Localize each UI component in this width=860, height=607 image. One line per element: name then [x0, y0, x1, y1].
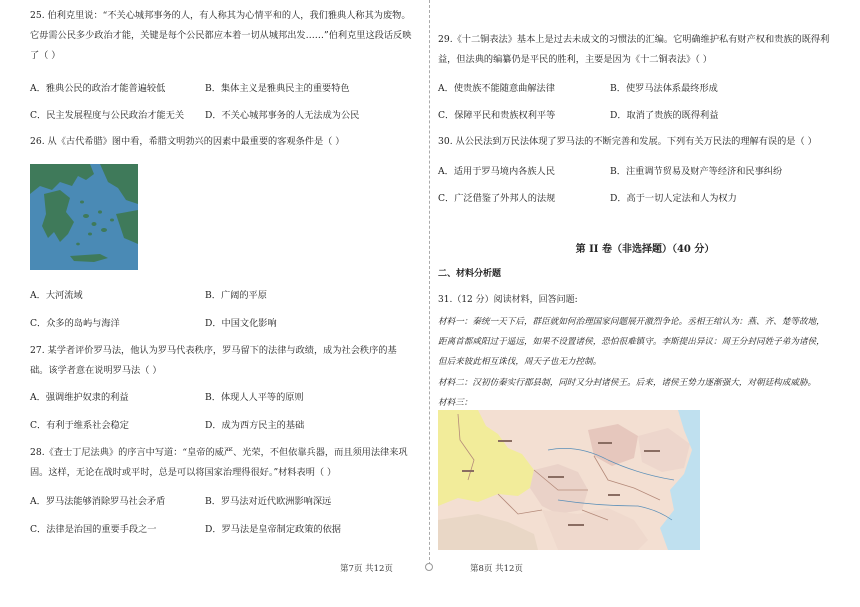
question-30-option-a: A．适用于罗马境内各族人民: [438, 166, 555, 177]
question-25-option-a: A．雅典公民的政治才能普遍较低: [30, 83, 166, 94]
page-number-7: 第7页 共12页: [340, 564, 393, 574]
question-28-option-b: B．罗马法对近代欧洲影响深远: [205, 496, 332, 507]
question-27-option-c: C．有利于维系社会稳定: [30, 420, 129, 431]
han-dynasty-map: [438, 410, 700, 550]
material-3-label: 材料三：: [438, 398, 473, 408]
question-26-option-a: A．大河流域: [30, 290, 83, 301]
question-30-stem: 30. 从公民法到万民法体现了罗马法的不断完善和发展。下列有关万民法的理解有误的是（ ）: [438, 136, 817, 147]
question-29-option-b: B．使罗马法体系最终形成: [610, 83, 718, 94]
section-subtitle: 二、材料分析题: [438, 269, 502, 279]
page-number-8: 第8页 共12页: [470, 564, 523, 574]
question-29-stem: 29.《十二铜表法》基本上是过去未成文的习惯法的汇编。它明确维护私有财产权和贵族的既得利益，但法典的编纂仍是平民的胜利，主要是因为《十二铜表法》（ ）: [438, 34, 830, 65]
question-29-option-c: C．保障平民和贵族权利平等: [438, 110, 556, 121]
question-27-option-b: B．体现人人平等的原则: [205, 392, 304, 403]
question-30-option-d: D．高于一切人定法和人为权力: [610, 193, 737, 204]
question-29-option-d: D．取消了贵族的既得利益: [610, 110, 719, 121]
question-25-option-d: D．不关心城邦事务的人无法成为公民: [205, 110, 360, 121]
question-25-option-c: C．民主发展程度与公民政治才能无关: [30, 110, 185, 121]
question-28-stem: 28.《査士丁尼法典》的序言中写道：“皇帝的威严、光荣，不但依靠兵器，而且须用法律来巩固。这样，无论在战时或平时，总是可以将国家治理得很好。”材料表明（ ）: [30, 447, 408, 478]
question-30-option-c: C．广泛借鉴了外邦人的法规: [438, 193, 556, 204]
question-28-option-d: D．罗马法是皇帝制定政策的依据: [205, 524, 341, 535]
question-26-option-c: C．众多的岛屿与海洋: [30, 318, 120, 329]
question-30-option-b: B．注重调节贸易及财产等经济和民事纠纷: [610, 166, 783, 177]
question-26-option-d: D．中国文化影响: [205, 318, 277, 329]
section-title: 第 II 卷（非选择题）（40 分）: [575, 244, 715, 255]
question-26-stem: 26. 从《古代希腊》图中看，希腊文明勃兴的因素中最重要的客观条件是（ ）: [30, 136, 345, 147]
ancient-greece-map: [30, 164, 138, 270]
question-25-stem: 25. 伯利克里说：“不关心城邦事务的人，有人称其为心情平和的人，我们雅典人称其为废物。它毋需公民多少政治才能，关键是每个公民都应本着一切从城邦出发……”伯利克里这段话反映了（ ）: [30, 10, 412, 61]
question-26-option-b: B．广阔的平原: [205, 290, 267, 301]
question-28-option-a: A．罗马法能够消除罗马社会矛盾: [30, 496, 166, 507]
question-27-option-d: D．成为西方民主的基础: [205, 420, 305, 431]
question-29-option-a: A．使贵族不能随意曲解法律: [438, 83, 555, 94]
material-2: 材料二：汉初仿秦实行郡县制，同时又分封诸侯王。后来，诸侯王势力逐渐强大，对朝廷构成威胁。: [438, 378, 817, 388]
question-31-stem: 31.（12 分）阅读材料，回答问题:: [438, 295, 578, 305]
question-27-stem: 27. 某学者评价罗马法，他认为罗马代表秩序，罗马留下的法律与政绩，成为社会秩序的基础。该学者意在说明罗马法（ ）: [30, 345, 397, 376]
question-27-option-a: A．强调维护奴隶的利益: [30, 392, 129, 403]
question-25-option-b: B．集体主义是雅典民主的重要特色: [205, 83, 350, 94]
material-1: 材料一：秦统一天下后，群臣就如何治理国家问题展开激烈争论。丞相王绾认为：燕、齐、楚等故地，距离首都咸阳过于遥远，如果不设置诸侯，恐怕很难镇守。李斯提出异议：周王分封同姓子弟为诸侯，但后来彼此相互诛伐，周天子也无力控制。: [438, 317, 825, 367]
question-28-option-c: C．法律是治国的重要手段之一: [30, 524, 157, 535]
